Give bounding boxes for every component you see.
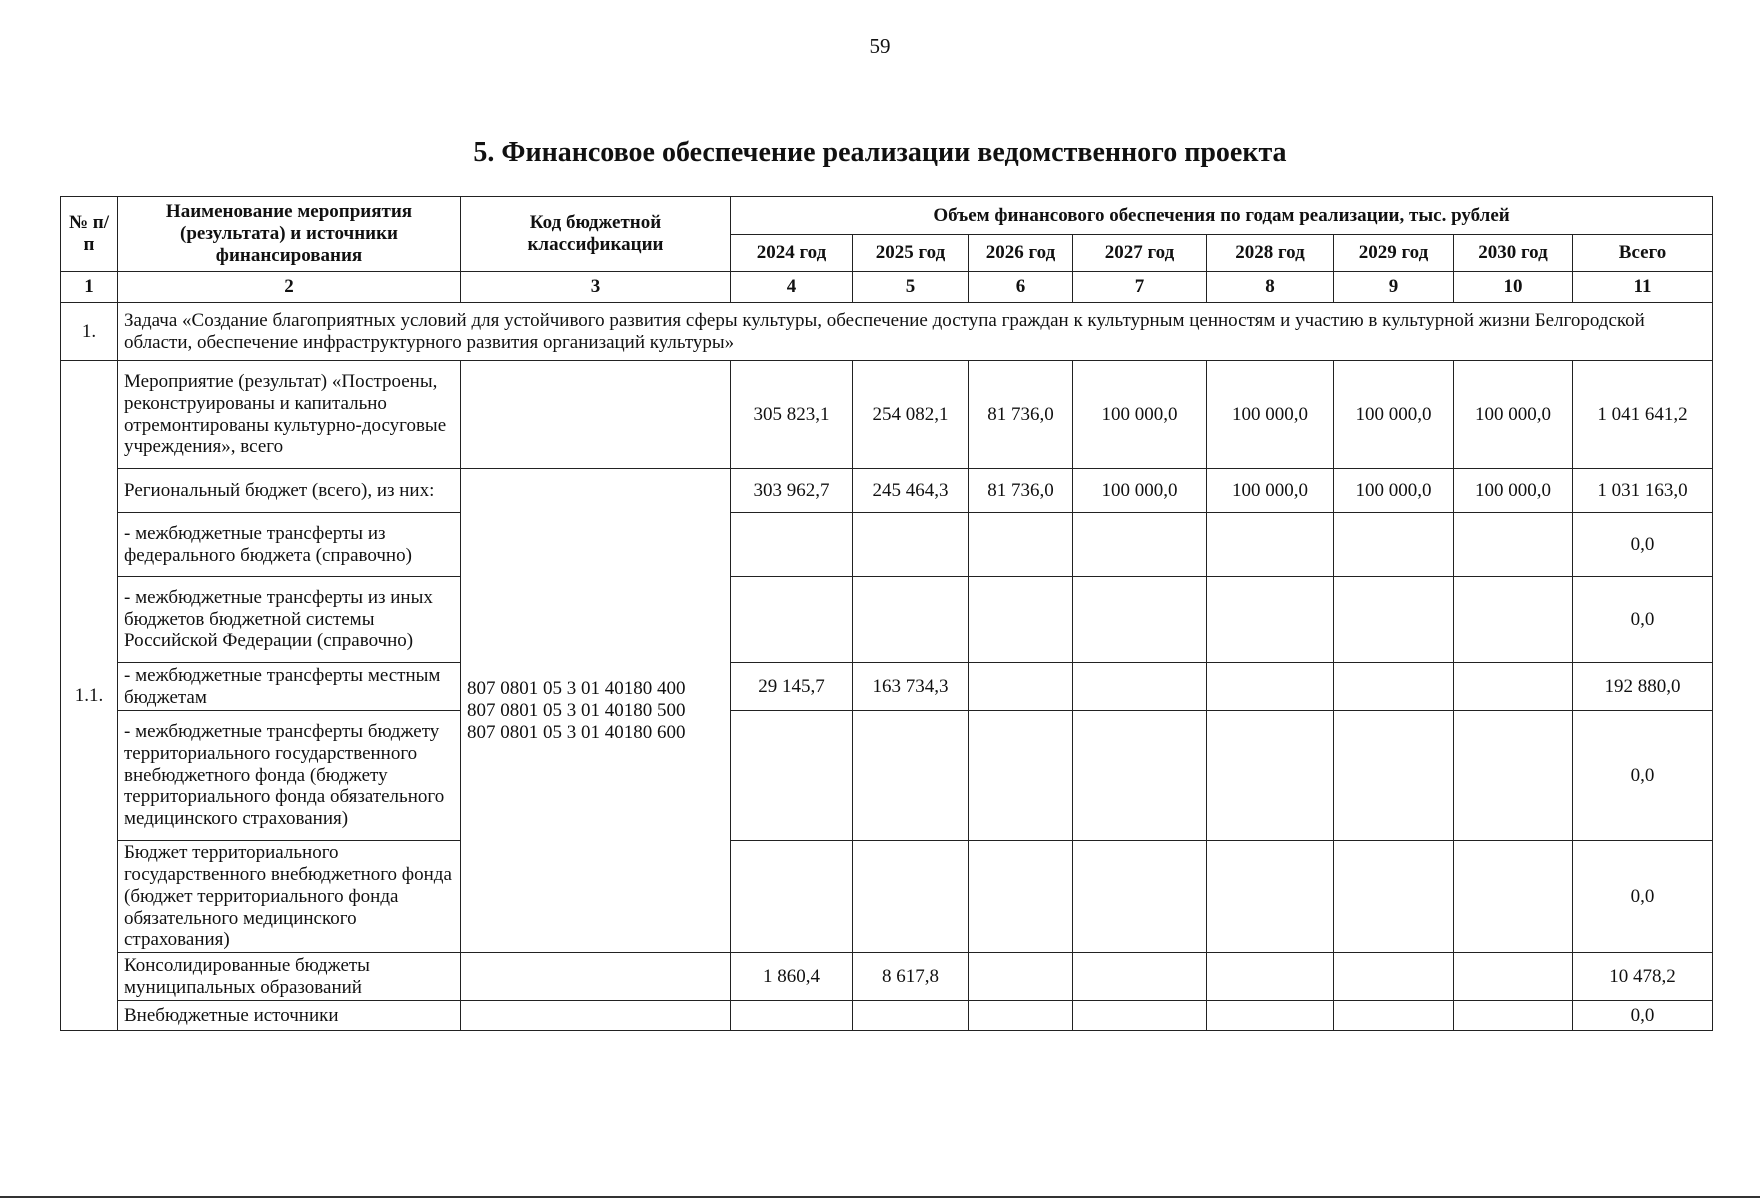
cell-total: 0,0	[1573, 513, 1713, 577]
cell-value: 100 000,0	[1454, 469, 1573, 513]
cell-value	[1207, 663, 1334, 711]
cell-value	[1454, 577, 1573, 663]
cell-value: 8 617,8	[853, 953, 969, 1001]
cell-value: 305 823,1	[731, 361, 853, 469]
row-code-empty	[461, 361, 731, 469]
cell-value	[1207, 513, 1334, 577]
cell-value	[1207, 953, 1334, 1001]
cell-total: 0,0	[1573, 577, 1713, 663]
cell-value: 1 860,4	[731, 953, 853, 1001]
table-row	[61, 663, 1713, 711]
cell-value: 303 962,7	[731, 469, 853, 513]
header-year: 2027 год	[1073, 235, 1207, 272]
cell-value: 100 000,0	[1207, 469, 1334, 513]
cell-value	[1334, 513, 1454, 577]
cell-value	[1073, 711, 1207, 841]
cell-value	[969, 953, 1073, 1001]
header-index: 5	[853, 272, 969, 303]
header-index: 1	[61, 272, 118, 303]
cell-value	[853, 711, 969, 841]
header-code: Код бюджетной классификации	[461, 197, 731, 272]
row-name: - межбюджетные трансферты из иных бюджетов бюджетной системы Российской Федерации (справочно)	[118, 577, 461, 663]
cell-value: 100 000,0	[1073, 469, 1207, 513]
cell-value	[1334, 663, 1454, 711]
cell-value: 100 000,0	[1073, 361, 1207, 469]
row-name: Внебюджетные источники	[118, 1001, 461, 1031]
cell-total: 0,0	[1573, 1001, 1713, 1031]
row-code-empty	[461, 1001, 731, 1031]
cell-value: 100 000,0	[1334, 361, 1454, 469]
cell-value	[1454, 953, 1573, 1001]
cell-total: 1 031 163,0	[1573, 469, 1713, 513]
header-year: Всего	[1573, 235, 1713, 272]
cell-value	[1334, 841, 1454, 953]
cell-value	[731, 1001, 853, 1031]
cell-value	[969, 513, 1073, 577]
cell-value	[969, 841, 1073, 953]
cell-value	[1073, 513, 1207, 577]
header-index: 6	[969, 272, 1073, 303]
row-name: Мероприятие (результат) «Построены, реконструированы и капитально отремонтированы культурно-досуговые учреждения», всего	[118, 361, 461, 469]
task-row	[61, 303, 1713, 361]
cell-value	[853, 1001, 969, 1031]
header-index: 7	[1073, 272, 1207, 303]
header-index: 10	[1454, 272, 1573, 303]
page-number: 59	[869, 34, 891, 58]
cell-value: 100 000,0	[1207, 361, 1334, 469]
header-year: 2030 год	[1454, 235, 1573, 272]
table-row	[61, 513, 1713, 577]
cell-value	[969, 663, 1073, 711]
cell-value	[1454, 513, 1573, 577]
financing-table	[60, 196, 1713, 1031]
cell-value	[1207, 1001, 1334, 1031]
cell-value	[1073, 577, 1207, 663]
header-year: 2024 год	[731, 235, 853, 272]
row-name: - межбюджетные трансферты бюджету территориального государственного внебюджетного фонда (бюджету территориального фонда обязательного медицинского страхования)	[118, 711, 461, 841]
cell-value	[1454, 1001, 1573, 1031]
table-row	[61, 841, 1713, 953]
cell-value: 100 000,0	[1454, 361, 1573, 469]
cell-total: 10 478,2	[1573, 953, 1713, 1001]
cell-value	[969, 711, 1073, 841]
cell-value	[1454, 841, 1573, 953]
row-name: Консолидированные бюджеты муниципальных образований	[118, 953, 461, 1001]
cell-value	[1073, 841, 1207, 953]
header-year: 2025 год	[853, 235, 969, 272]
cell-value	[1454, 663, 1573, 711]
cell-value: 81 736,0	[969, 361, 1073, 469]
cell-value	[731, 711, 853, 841]
row-name: Региональный бюджет (всего), из них:	[118, 469, 461, 513]
cell-value	[1207, 711, 1334, 841]
cell-value	[1454, 711, 1573, 841]
cell-value: 254 082,1	[853, 361, 969, 469]
header-index: 9	[1334, 272, 1454, 303]
cell-value	[853, 841, 969, 953]
cell-value	[969, 1001, 1073, 1031]
cell-value: 245 464,3	[853, 469, 969, 513]
header-index: 4	[731, 272, 853, 303]
cell-value	[1334, 953, 1454, 1001]
table-row	[61, 1001, 1713, 1031]
cell-value	[731, 841, 853, 953]
table-row	[61, 953, 1713, 1001]
header-index: 3	[461, 272, 731, 303]
table-row	[61, 577, 1713, 663]
cell-value	[1073, 953, 1207, 1001]
cell-value	[853, 577, 969, 663]
header-year: 2026 год	[969, 235, 1073, 272]
cell-value: 81 736,0	[969, 469, 1073, 513]
footer-line	[0, 1196, 1760, 1198]
cell-value	[731, 577, 853, 663]
table-row	[61, 711, 1713, 841]
cell-value	[1334, 1001, 1454, 1031]
cell-value: 163 734,3	[853, 663, 969, 711]
header-year: 2028 год	[1207, 235, 1334, 272]
header-index: 11	[1573, 272, 1713, 303]
cell-value: 100 000,0	[1334, 469, 1454, 513]
document-title: 5. Финансовое обеспечение реализации ведомственного проекта	[473, 137, 1287, 168]
cell-total: 0,0	[1573, 841, 1713, 953]
cell-value: 29 145,7	[731, 663, 853, 711]
header-name: Наименование мероприятия (результата) и источники финансирования	[118, 197, 461, 272]
cell-value	[853, 513, 969, 577]
cell-value	[1207, 841, 1334, 953]
row-code-empty	[461, 953, 731, 1001]
header-volume: Объем финансового обеспечения по годам реализации, тыс. рублей	[731, 197, 1713, 235]
cell-total: 1 041 641,2	[1573, 361, 1713, 469]
cell-total: 0,0	[1573, 711, 1713, 841]
header-num: № п/п	[61, 197, 118, 272]
task-num: 1.	[61, 303, 118, 361]
cell-value	[731, 513, 853, 577]
table-row	[61, 361, 1713, 469]
cell-value	[969, 577, 1073, 663]
row-name: Бюджет территориального государственного внебюджетного фонда (бюджет территориального фонда обязательного медицинского страхования)	[118, 841, 461, 953]
task-text: Задача «Создание благоприятных условий для устойчивого развития сферы культуры, обеспечение доступа граждан к культурным ценностям и участию в культурной жизни Белгородской области, обеспечение инфраструктурного развития организаций культуры»	[118, 303, 1713, 361]
row-name: - межбюджетные трансферты из федерального бюджета (справочно)	[118, 513, 461, 577]
header-year: 2029 год	[1334, 235, 1454, 272]
cell-value	[1334, 577, 1454, 663]
header-index: 8	[1207, 272, 1334, 303]
cell-value	[1073, 663, 1207, 711]
cell-value	[1207, 577, 1334, 663]
row-name: - межбюджетные трансферты местным бюджетам	[118, 663, 461, 711]
table-row	[61, 469, 1713, 513]
header-index: 2	[118, 272, 461, 303]
cell-total: 192 880,0	[1573, 663, 1713, 711]
budget-code: 807 0801 05 3 01 40180 400 807 0801 05 3 01 40180 500 807 0801 05 3 01 40180 600	[461, 469, 731, 953]
group-num: 1.1.	[61, 361, 118, 1031]
cell-value	[1334, 711, 1454, 841]
cell-value	[1073, 1001, 1207, 1031]
